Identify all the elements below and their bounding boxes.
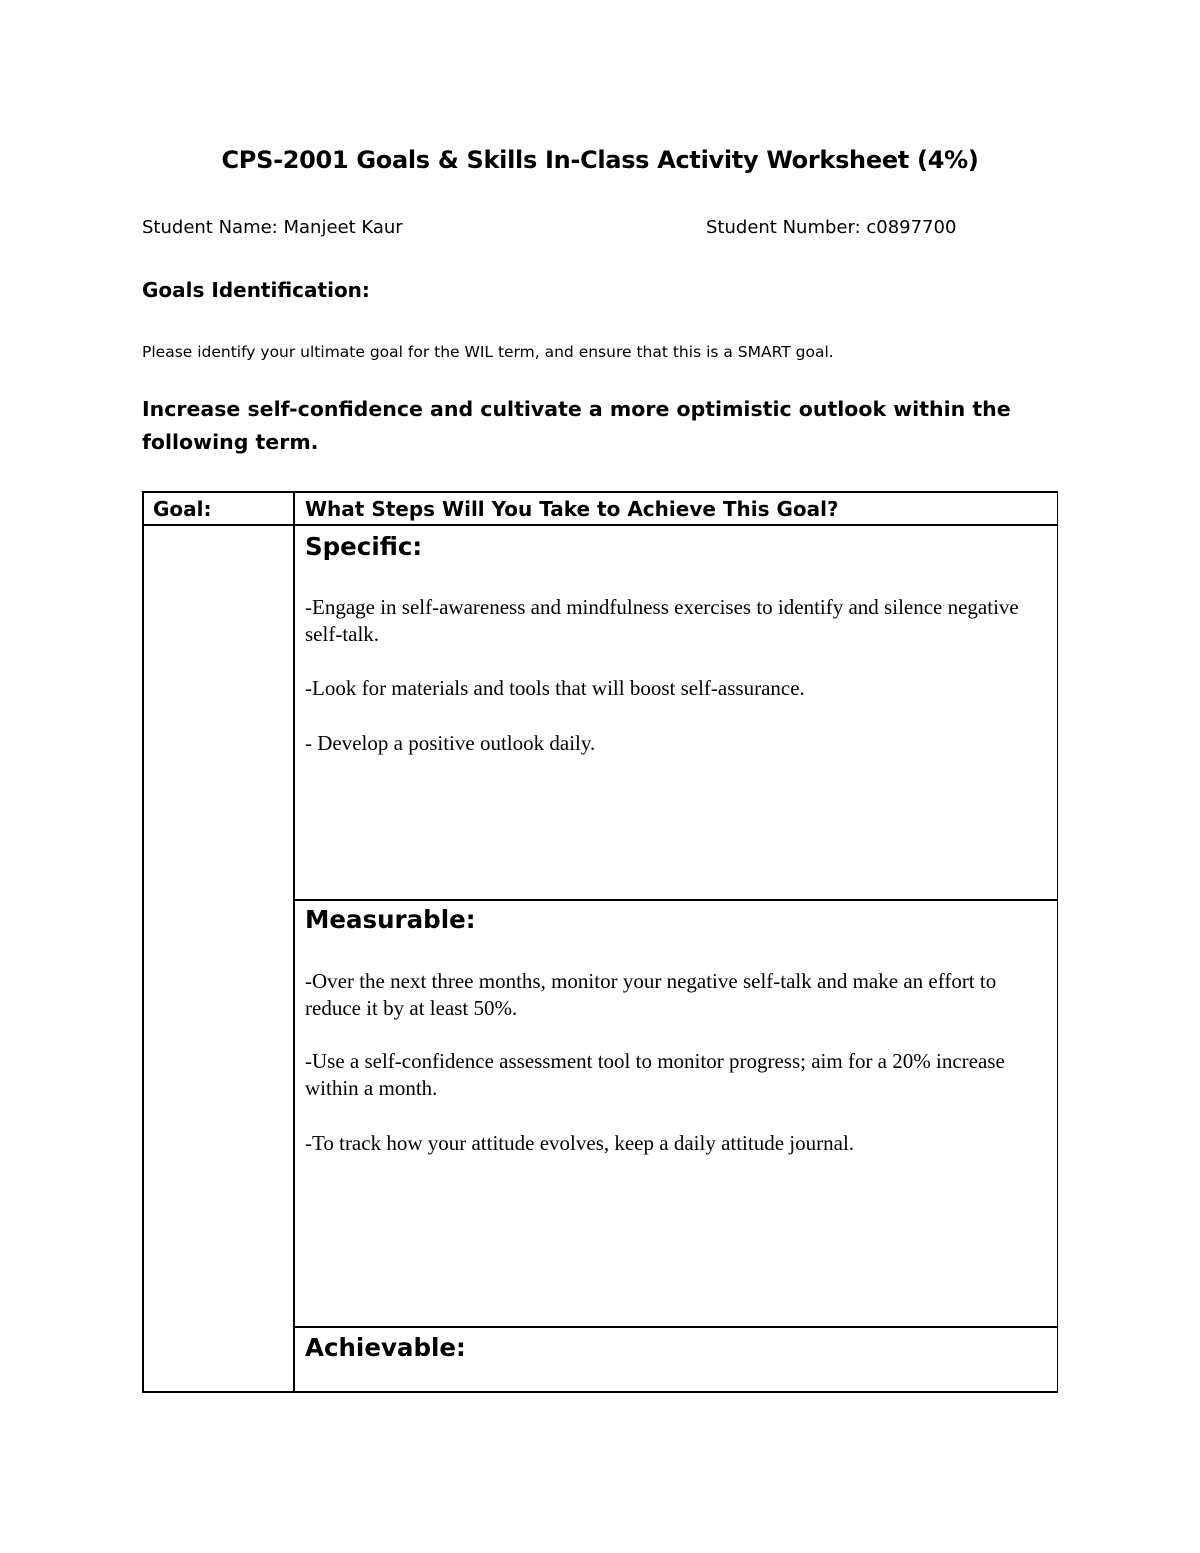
specific-title: Specific: [305, 532, 423, 561]
goal-statement: Increase self-confidence and cultivate a more optimistic outlook within the following term. [142, 397, 1011, 454]
instruction-text: Please identify your ultimate goal for the WIL term, and ensure that this is a SMART goal. [142, 343, 834, 361]
worksheet-title: CPS-2001 Goals & Skills In-Class Activity Worksheet (4%) [221, 146, 979, 174]
measurable-item-3: -To track how your attitude evolves, keep a daily attitude journal. [305, 1131, 855, 1155]
specific-item-2: -Look for materials and tools that will boost self-assurance. [305, 676, 805, 700]
student-name: Student Name: Manjeet Kaur [142, 217, 403, 238]
table-border-right [1057, 491, 1059, 1393]
header-goal: Goal: [153, 497, 212, 521]
measurable-title: Measurable: [305, 905, 476, 934]
goals-table [142, 491, 1058, 1393]
achievable-title: Achievable: [305, 1333, 466, 1362]
table-column-divider [293, 491, 295, 1393]
specific-measurable-divider [293, 899, 1058, 901]
specific-item-3: - Develop a positive outlook daily. [305, 731, 596, 755]
goals-identification-heading: Goals Identification: [142, 278, 370, 302]
measurable-achievable-divider [293, 1326, 1058, 1328]
student-number: Student Number: c0897700 [706, 217, 957, 238]
specific-item-1: -Engage in self-awareness and mindfulness exercises to identify and silence negative self-talk. [305, 595, 1019, 646]
measurable-item-2: -Use a self-confidence assessment tool to monitor progress; aim for a 20% increase within a month. [305, 1049, 1005, 1100]
measurable-item-1: -Over the next three months, monitor your negative self-talk and make an effort to reduce it by at least 50%. [305, 969, 997, 1020]
table-border-left [142, 491, 144, 1393]
table-border-bottom [142, 1391, 1058, 1393]
header-steps: What Steps Will You Take to Achieve This Goal? [305, 497, 839, 521]
